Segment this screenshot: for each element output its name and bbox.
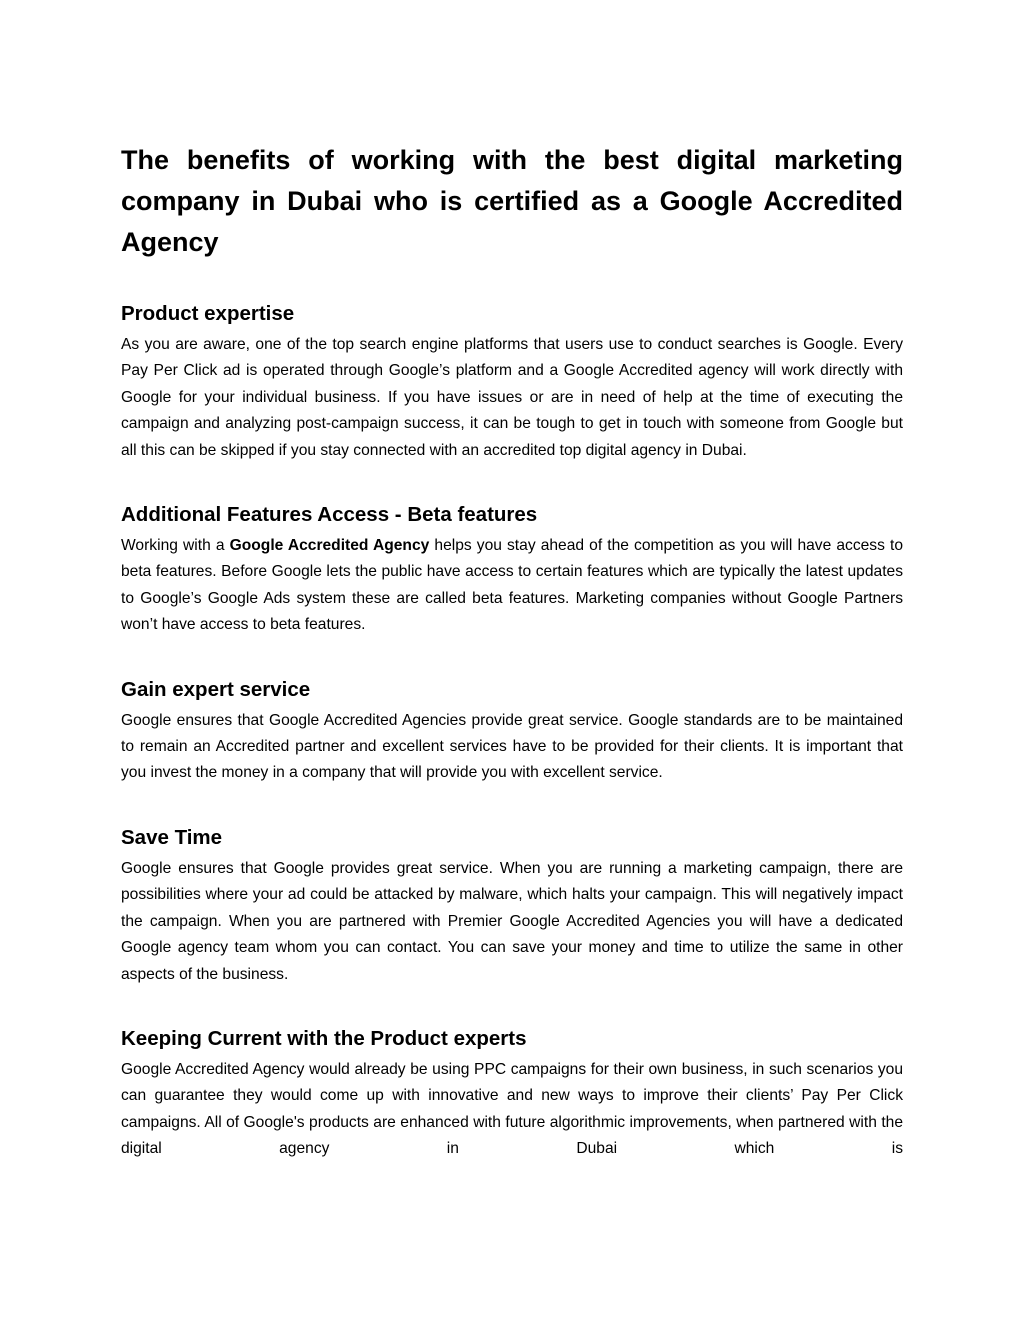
section-save-time [121, 824, 903, 988]
section-heading: Keeping Current with the Product experts [121, 1026, 527, 1050]
section-beta-features [121, 501, 903, 639]
section-heading: Product expertise [121, 302, 295, 325]
section-paragraph [121, 533, 903, 639]
section-paragraph: As you are aware, one of the top search engine platforms that users use to conduct searches is Google. Every Pay Per Click ad is operated through Google’s platform and a Google Accredited agency will work directly with Google for your individual business. If you have issues or are in need of help at the time of executing the campaign and analyzing post-campaign success, it can be tough to get in touch with someone from Google but all this can be skipped if you stay connected with an accredited top digital agency in Dubai. [121, 336, 903, 459]
paragraph-text: Working with a [121, 537, 230, 555]
document-title: The benefits of working with the best digital marketing company in Dubai who is certified as a Google Accredited Agency [121, 145, 903, 257]
section-heading: Save Time [121, 825, 223, 849]
section-keeping-current [121, 1025, 903, 1163]
section-product-expertise [121, 300, 903, 464]
section-gain-expert-service [121, 676, 903, 787]
section-paragraph: Google ensures that Google Accredited Agencies provide great service. Google standards are to be maintained to remain an Accredited partner and excellent services have to be provided for their clients. It is important that you invest the money in a company that will provide you with excellent service. [121, 711, 903, 782]
section-paragraph: Google Accredited Agency would already be using PPC campaigns for their own business, in such scenarios you can guarantee they would come up with innovative and new ways to improve their clients’ Pay Per Click campaigns. All of Google's products are enhanced with future algorithmic improvements, when partnered with the digital agency in Dubai which is [121, 1060, 903, 1158]
bold-phrase: Google Accredited Agency [229, 537, 430, 555]
section-heading: Gain expert service [121, 677, 311, 701]
section-paragraph: Google ensures that Google provides great service. When you are running a marketing campaign, there are possibilities where your ad could be attacked by malware, which halts your campaign. This will negatively impact the campaign. When you are partnered with Premier Google Accredited Agencies you will have a dedicated Google agency team whom you can contact. You can save your money and time to utilize the same in other aspects of the business. [121, 859, 903, 983]
paragraph-text: helps you stay ahead of the competition as you will have access to beta features. Before Google lets the public have access to certain features which are typically the latest updates to Google’s Google Ads system these are called beta features. Marketing companies without Google Partners won’t have access to beta features. [121, 537, 903, 634]
document-page [121, 140, 903, 1163]
section-heading: Additional Features Access - Beta features [121, 503, 538, 527]
